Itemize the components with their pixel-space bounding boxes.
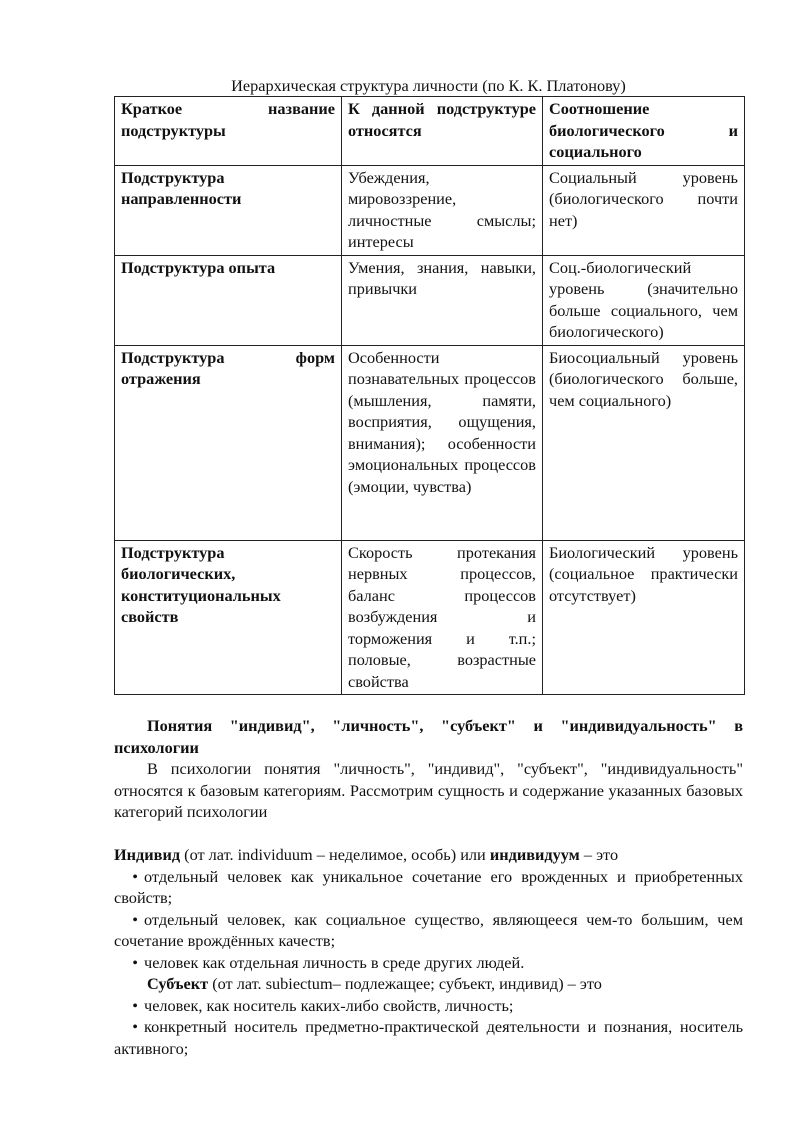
bullet-icon: • (132, 1017, 138, 1036)
document-page (114, 76, 743, 1059)
individ-definition (114, 844, 743, 866)
row-includes-cell: Умения, знания, навыки, привычки (342, 255, 543, 345)
table-row (115, 255, 745, 345)
row-name-cell: Подструктура опыта (115, 255, 342, 345)
row-name-cell: Подструктура направленности (115, 165, 342, 255)
table-row (115, 345, 745, 540)
table-caption: Иерархическая структура личности (по К. К. Платонову) (231, 76, 626, 95)
row-name-cell: Подструктура форм отражения (115, 345, 342, 540)
personality-structure-table (114, 96, 745, 695)
list-item: • человек как отдельная личность в среде других людей. (114, 952, 743, 974)
header-cell: Краткое название подструктуры (115, 97, 342, 166)
table-header-row (115, 97, 745, 166)
row-includes-cell: Особенности познавательных процессов (мышления, памяти, восприятия, ощущения, внимания); особенности эмоциональных процессов (эмоции, чувства) (342, 345, 543, 540)
individ-tail: – это (579, 845, 619, 864)
bullet-icon: • (132, 952, 138, 972)
table-row (115, 165, 745, 255)
row-name-cell: Подструктура биологических, конституциональных свойств (115, 540, 342, 695)
table-row (115, 540, 745, 695)
individ-term2: индивидуум (489, 845, 580, 864)
row-ratio-cell: Биологический уровень (социальное практически отсутствует) (543, 540, 745, 695)
subject-definition (114, 973, 743, 995)
row-includes-cell: Скорость протекания нервных процессов, баланс процессов возбуждения и торможения и т.п.; половые, возрастные свойства (342, 540, 543, 695)
subject-tail: (от лат. subiectum– подлежащее; субъект, индивид) – это (208, 974, 602, 993)
list-item: • отдельный человек, как социальное существо, являющееся чем-то большим, чем сочетание врождённых качеств; (114, 909, 743, 950)
list-item: • конкретный носитель предметно-практической деятельности и познания, носитель активного; (114, 1017, 743, 1058)
row-ratio-cell: Биосоциальный уровень (биологического больше, чем социального) (543, 345, 745, 540)
section-intro: В психологии понятия "личность", "индивид", "субъект", "индивидуальность" относятся к базовым категориям. Рассмотрим сущность и содержание указанных базовых категорий психологии (114, 759, 743, 821)
header-cell: К данной подструктуре относятся (342, 97, 543, 166)
list-item: • человек, как носитель каких-либо свойств, личность; (114, 995, 743, 1017)
individ-term: Индивид (114, 845, 181, 864)
row-ratio-cell: Соц.-биологический уровень (значительно больше социального, чем биологического) (543, 255, 745, 345)
individ-middle: (от лат. individuum – неделимое, особь) или (180, 845, 490, 864)
header-cell: Соотношение биологического и социального (543, 97, 745, 166)
bullet-icon: • (132, 995, 138, 1015)
section-title: Понятия "индивид", "личность", "субъект" и "индивидуальность" в психологии (114, 716, 743, 757)
row-includes-cell: Убеждения, мировоззрение, личностные смыслы; интересы (342, 165, 543, 255)
row-ratio-cell: Социальный уровень (биологического почти нет) (543, 165, 745, 255)
bullet-icon: • (132, 866, 138, 886)
subject-term: Субъект (147, 974, 209, 993)
list-item: • отдельный человек как уникальное сочетание его врожденных и приобретенных свойств; (114, 866, 743, 907)
bullet-icon: • (132, 909, 138, 929)
